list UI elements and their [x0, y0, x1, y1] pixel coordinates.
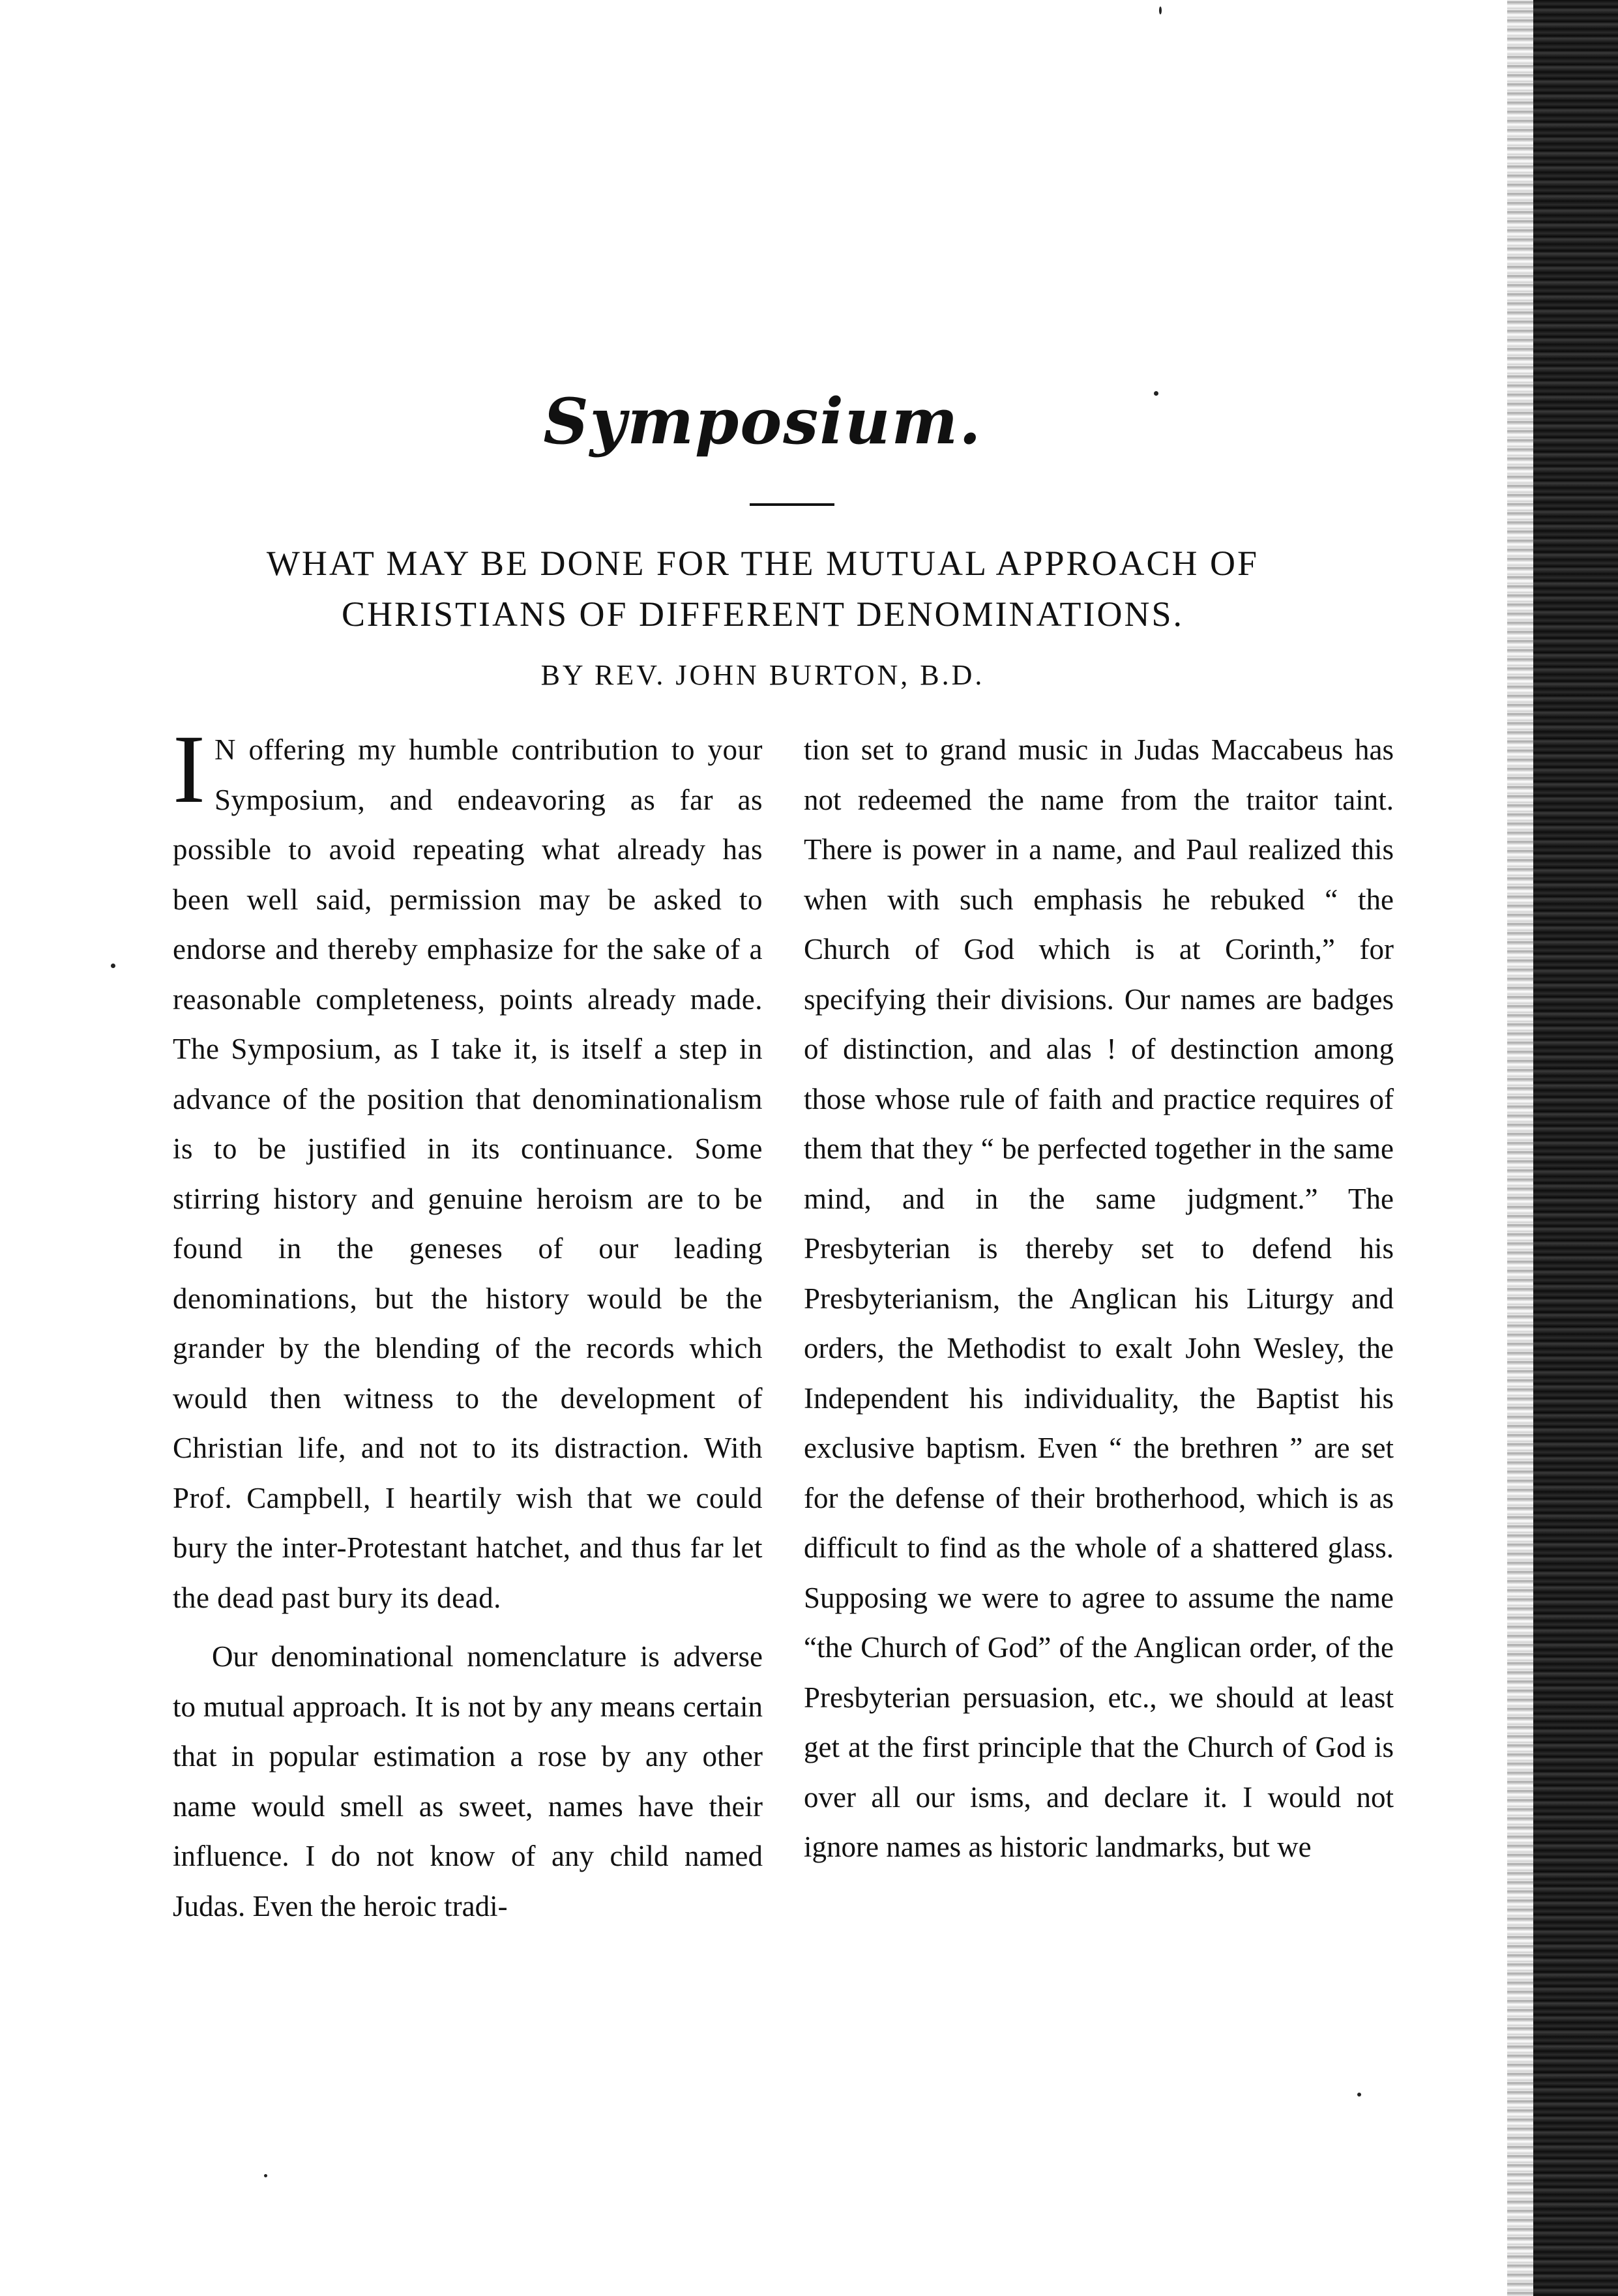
subtitle-line-2: CHRISTIANS OF DIFFERENT DENOMINATIONS. [341, 595, 1184, 634]
scan-speck [264, 2174, 267, 2177]
binding-edge-shadow [1533, 0, 1618, 2296]
subtitle-line-1: WHAT MAY BE DONE FOR THE MUTUAL APPROACH OF [266, 544, 1259, 583]
author-byline: BY REV. JOHN BURTON, B.D. [540, 659, 985, 691]
paragraph-1 [173, 715, 763, 1623]
article-title: Symposium. [543, 385, 982, 458]
drop-cap: I [173, 715, 205, 823]
article-subtitle [0, 538, 1525, 640]
title-divider [750, 503, 834, 506]
left-column [173, 715, 763, 1931]
right-column [804, 725, 1394, 1872]
paragraph-continued: tion set to grand music in Judas Maccabeus has not redeemed the name from the traitor taint. There is power in a name, and Paul realized this when with such emphasis he rebuked “ the Church of God which is at Corinth,” for specifying their divisions. Our names are badges of distinction, and alas ! of destinction among those whose rule of faith and practice requires of them that they “ be perfected together in the same mind, and in the same judgment.” The Presbyterian is thereby set to defend his Presbyterianism, the Anglican his Liturgy and orders, the Methodist to exalt John Wesley, the Independent his individuality, the Baptist his exclusive baptism. Even “ the brethren ” are set for the defense of their brotherhood, which is as difficult to find as the whole of a shattered glass. Supposing we were to agree to assume the name “the Church of God” of the Anglican order, of the Presbyterian persuasion, etc., we should at least get at the first principle that the Church of God is over all our isms, and declare it. I would not ignore names as historic landmarks, but we [804, 733, 1394, 1863]
scan-speck [1159, 7, 1162, 14]
paragraph-1-text: N offering my humble contribution to your Symposium, and endeavoring as far as possible to avoid repeating what already has been well said, permission may be asked to endorse and thereby emphasize for the sake of a reasonable completeness, points already made. The Symposium, as I take it, is itself a step in advance of the position that denominationalism is to be justified in its continuance. Some stirring history and genuine heroism are to be found in the geneses of our leading denominations, but the history would be the grander by the blending of the records which would then witness to the development of Christian life, and not to its distraction. With Prof. Campbell, I heartily wish that we could bury the inter-Protestant hatchet, and thus far let the dead past bury its dead. [173, 733, 763, 1614]
scan-speck [1357, 2093, 1361, 2097]
scan-speck [111, 964, 115, 968]
paragraph-2: Our denominational nomenclature is adverse to mutual approach. It is not by any means certain that in popular estimation a rose by any other name would smell as sweet, names have their influence. I do not know of any child named Judas. Even the heroic tradi- [173, 1640, 763, 1922]
